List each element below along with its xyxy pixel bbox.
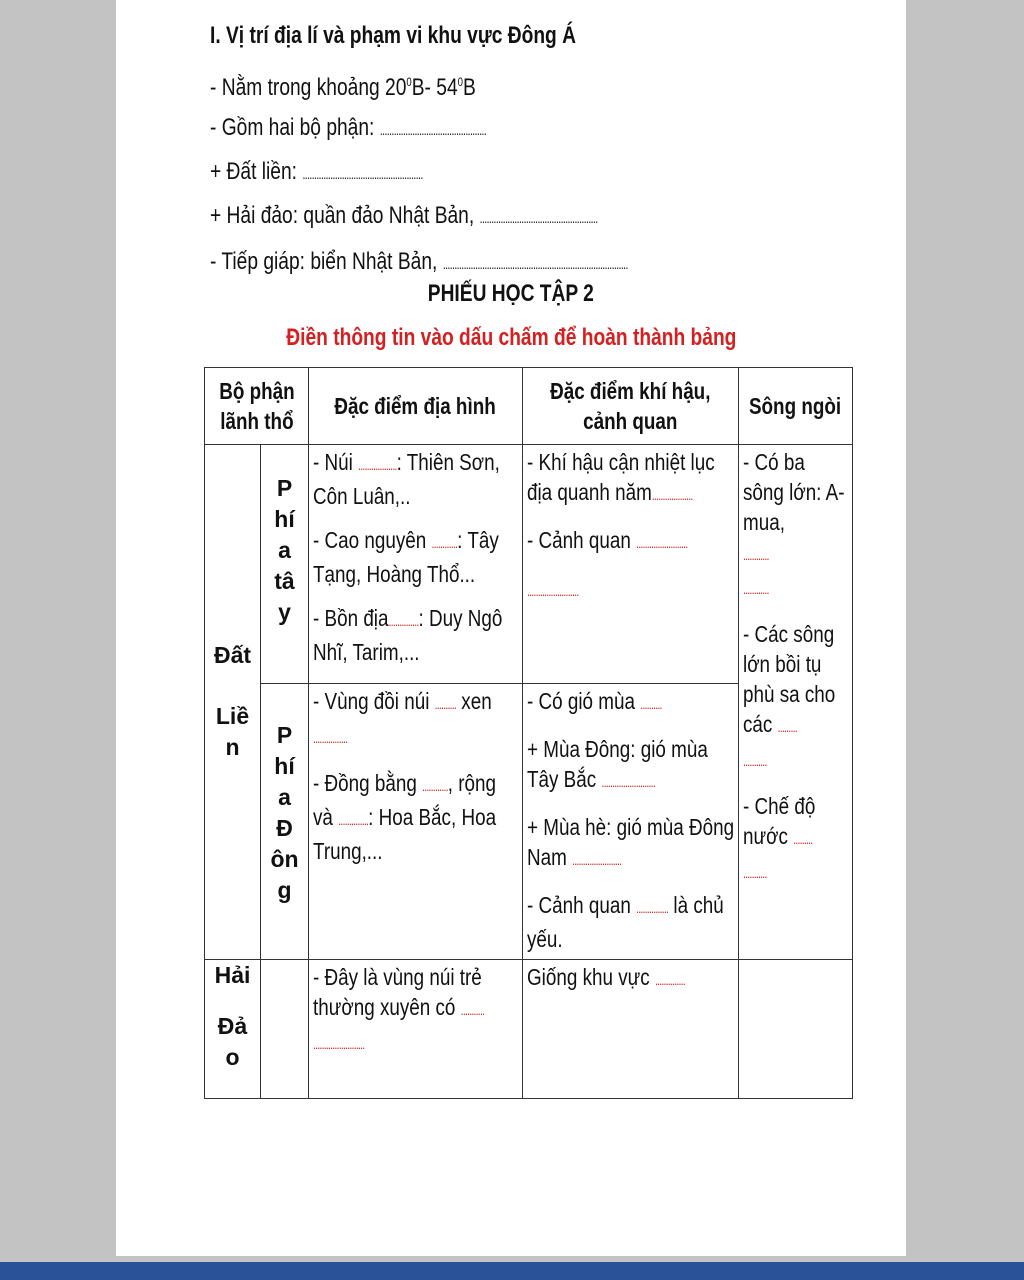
section-heading: I. Vị trí địa lí và phạm vi khu vực Đông Á bbox=[210, 22, 576, 49]
taskbar-strip bbox=[0, 1262, 1024, 1280]
header-climate: Đặc điểm khí hậu, cảnh quan bbox=[523, 368, 739, 445]
island-climate-cell: Giống khu vực .............. bbox=[523, 960, 739, 1099]
west-terrain-cell: - Núi ..................: Thiên Sơn, Côn Luân,.. - Cao nguyên ............: Tây Tạng, Hoàng Thổ... - Bồn địa..............: Duy Ngô Nhĩ, Tarim,... bbox=[309, 445, 523, 684]
header-rivers: Sông ngòi bbox=[739, 368, 853, 445]
mainland-line: + Đất liền: .................................................... bbox=[210, 158, 423, 185]
mainland-label: Đất Liề n bbox=[205, 445, 261, 960]
worksheet-table bbox=[204, 367, 853, 1099]
table-row-islands bbox=[205, 960, 853, 1099]
header-territory: Bộ phận lãnh thổ bbox=[205, 368, 309, 445]
islands-line: + Hải đảo: quần đảo Nhật Bản, ................................................... bbox=[210, 202, 598, 229]
header-terrain: Đặc điểm địa hình bbox=[309, 368, 523, 445]
table-header-row bbox=[205, 368, 853, 445]
east-label: P hí a Đ ôn g bbox=[261, 684, 309, 960]
island-label: Hải Đả o bbox=[205, 960, 261, 1099]
borders-line: - Tiếp giáp: biển Nhật Bản, ................................................................................ bbox=[210, 248, 628, 275]
table-row-west bbox=[205, 445, 853, 684]
west-climate-cell: - Khí hậu cận nhiệt lục địa quanh năm................... - Cảnh quan ........................ ........................ bbox=[523, 445, 739, 684]
east-terrain-cell: - Vùng đồi núi .......... xen ................ - Đồng bằng ............, rộng và ..............: Hoa Bắc, Hoa Trung,... bbox=[309, 684, 523, 960]
east-climate-cell: - Có gió mùa .......... + Mùa Đông: gió mùa Tây Bắc ......................... + Mùa hè: gió mùa Đông Nam ....................... - Cảnh quan ............... là chủ yếu. bbox=[523, 684, 739, 960]
worksheet-instruction: Điền thông tin vào dấu chấm để hoàn thành bảng bbox=[285, 324, 737, 351]
island-empty-cell bbox=[261, 960, 309, 1099]
island-terrain-cell: - Đây là vùng núi trẻ thường xuyên có ........... ........................ bbox=[309, 960, 523, 1099]
west-label: P hí a tâ y bbox=[261, 445, 309, 684]
island-rivers-cell bbox=[739, 960, 853, 1099]
worksheet-title: PHIẾU HỌC TẬP 2 bbox=[427, 280, 595, 307]
latitude-line: - Nằm trong khoảng $20^0B-$ $54^0B$ bbox=[210, 74, 476, 101]
parts-line: - Gồm hai bộ phận: .............................................. bbox=[210, 114, 487, 141]
rivers-cell: - Có ba sông lớn: A-mua, ............ ............ - Các sông lớn bồi tụ phù sa cho các ......... ........... - Chế độ nước ......... ........... bbox=[739, 445, 853, 960]
